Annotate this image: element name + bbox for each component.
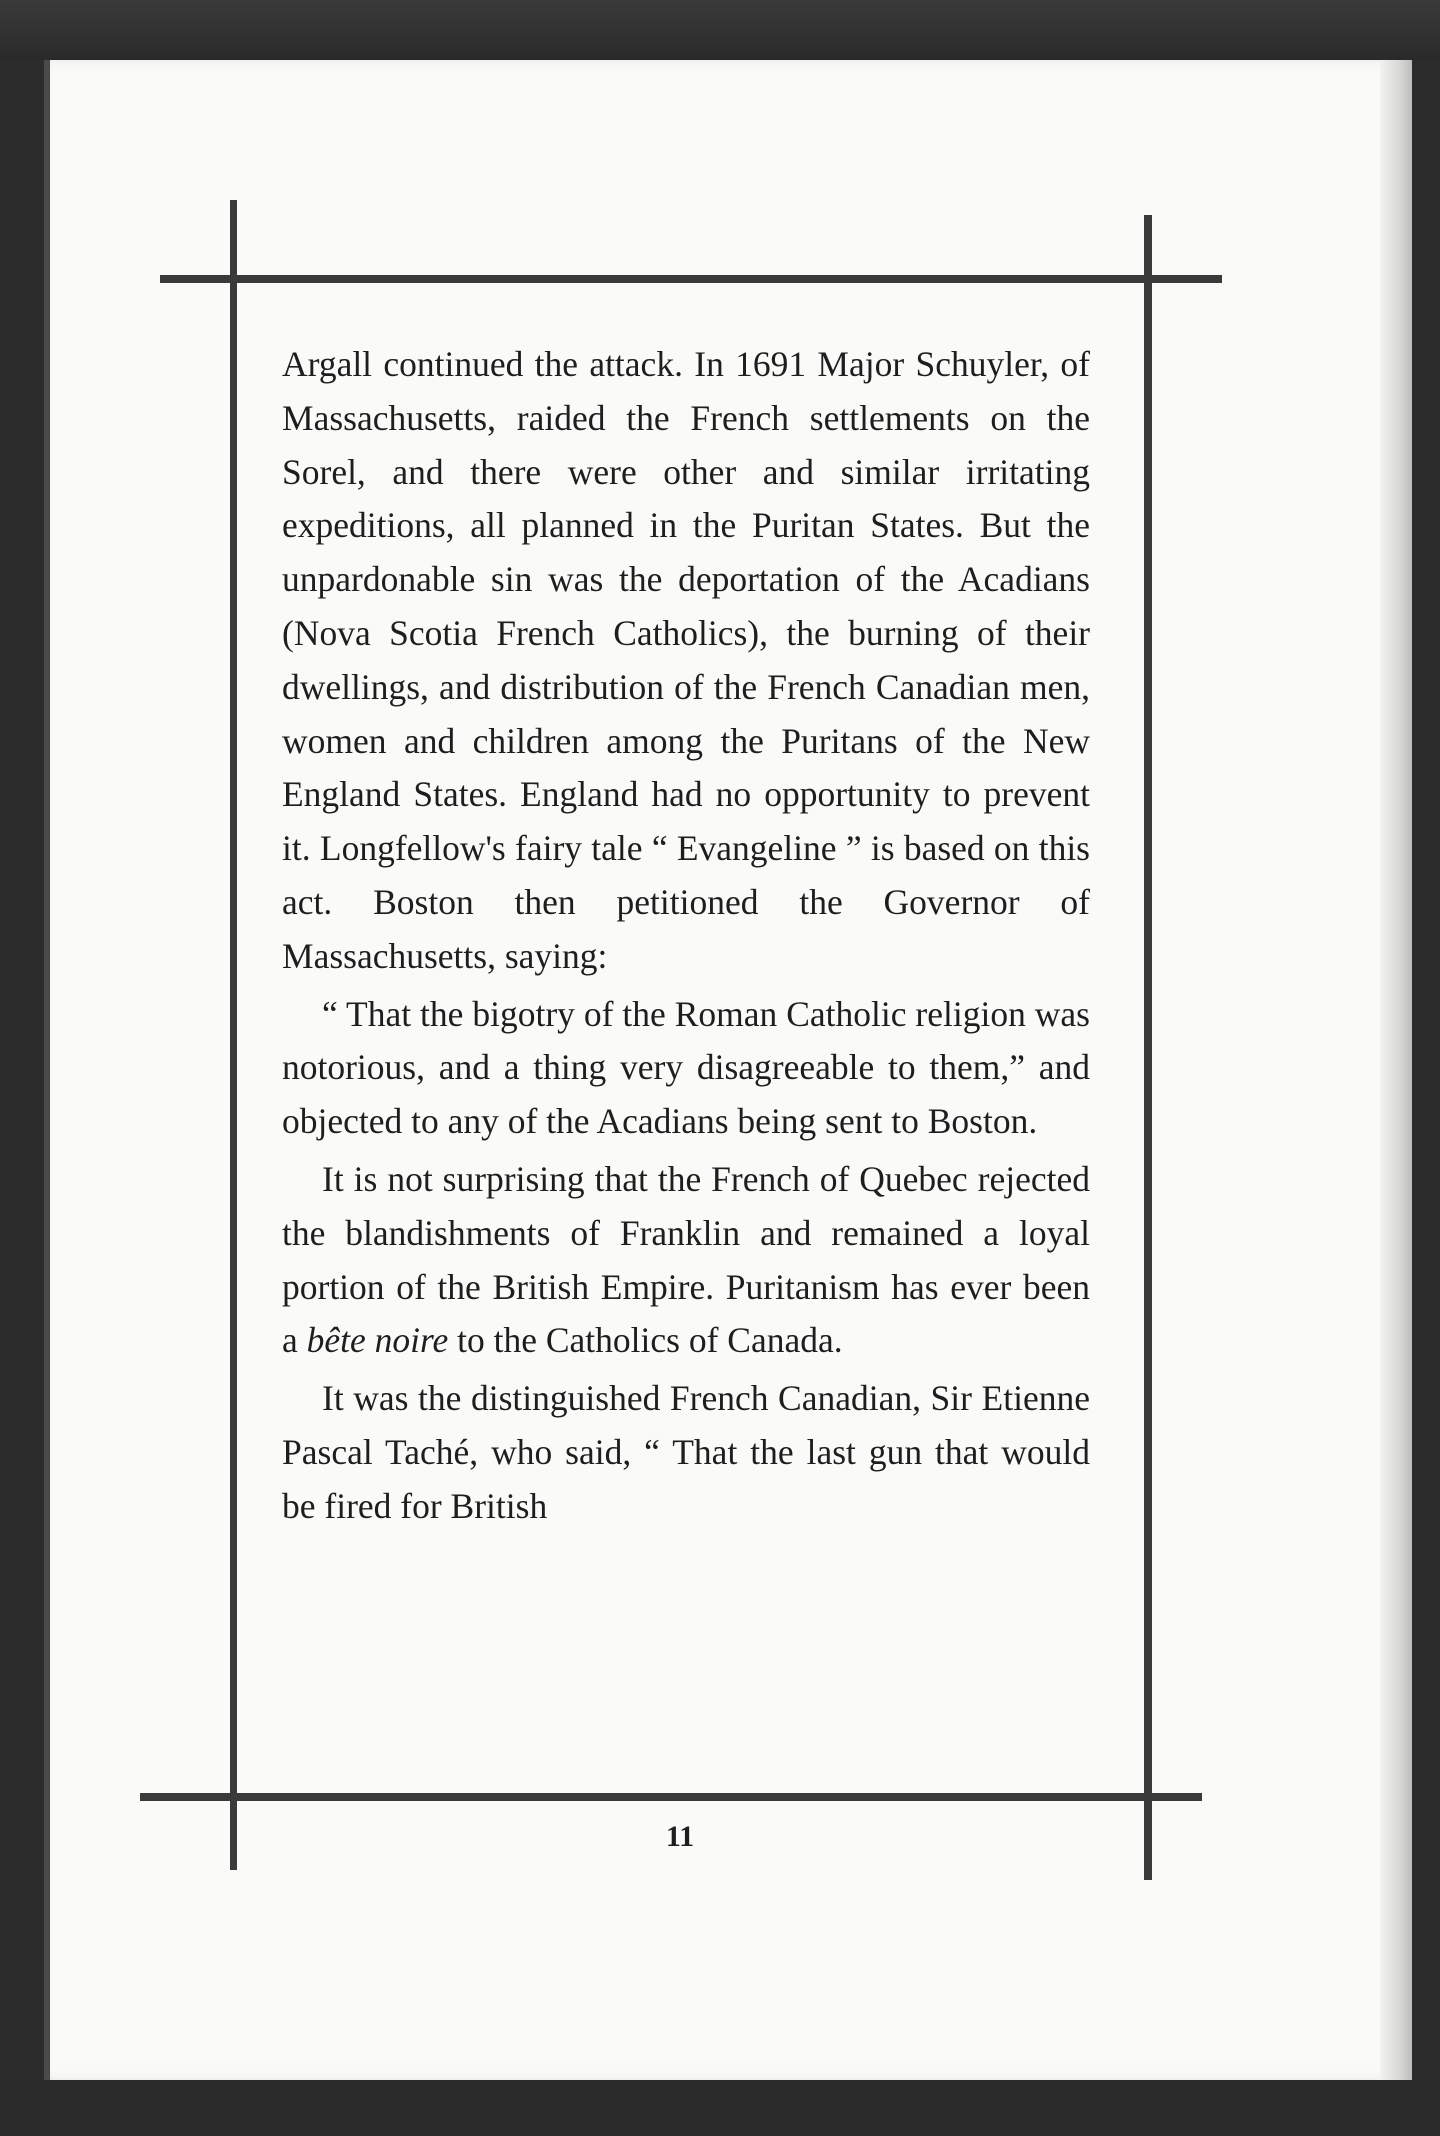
scan-background-top xyxy=(0,0,1440,60)
frame-rule-bottom xyxy=(140,1793,1202,1801)
paragraph-4: It was the distinguished French Canadian, Sir Etienne Pascal Taché, who said, “ That the last gun that would be fired for British xyxy=(282,1378,1090,1526)
scan-background-bottom xyxy=(0,2080,1440,2136)
paragraph-3-text-before: It is not surprising that the French of Quebec rejected the blandishments of Franklin and remained a loyal portion of the British Empire. Puritanism has ever been a xyxy=(282,1158,1090,1361)
paragraph-3-text-after: to the Catholics of Canada. xyxy=(448,1320,843,1361)
page-fore-edge xyxy=(1380,60,1412,2080)
paragraph-3 xyxy=(282,1153,1090,1368)
paragraph-1: Argall continued the attack. In 1691 Major Schuyler, of Massachusetts, raided the French settlements on the Sorel, and there were other and similar irritating expeditions, all planned in the Puritan States. But the unpardonable sin was the deportation of the Acadians (Nova Scotia French Catholics), the burning of their dwellings, and distribution of the French Canadian men, women and children among the Puritans of the New England States. England had no opportunity to prevent it. Longfellow's fairy tale “ Evangeline ” is based on this act. Boston then petitioned the Governor of Massachusetts, saying: xyxy=(282,344,1090,976)
paragraph-3-italic-phrase: bête noire xyxy=(306,1320,449,1361)
frame-rule-left xyxy=(230,200,237,1870)
paragraph-2: “ That the bigotry of the Roman Catholic religion was notorious, and a thing very disagreeable to them,” and objected to any of the Acadians being sent to Boston. xyxy=(282,993,1090,1142)
frame-rule-top xyxy=(160,275,1222,283)
frame-rule-right xyxy=(1144,215,1152,1880)
page-number: 11 xyxy=(665,1820,695,1853)
body-text xyxy=(282,338,1090,1778)
page-binding-edge xyxy=(44,60,50,2080)
